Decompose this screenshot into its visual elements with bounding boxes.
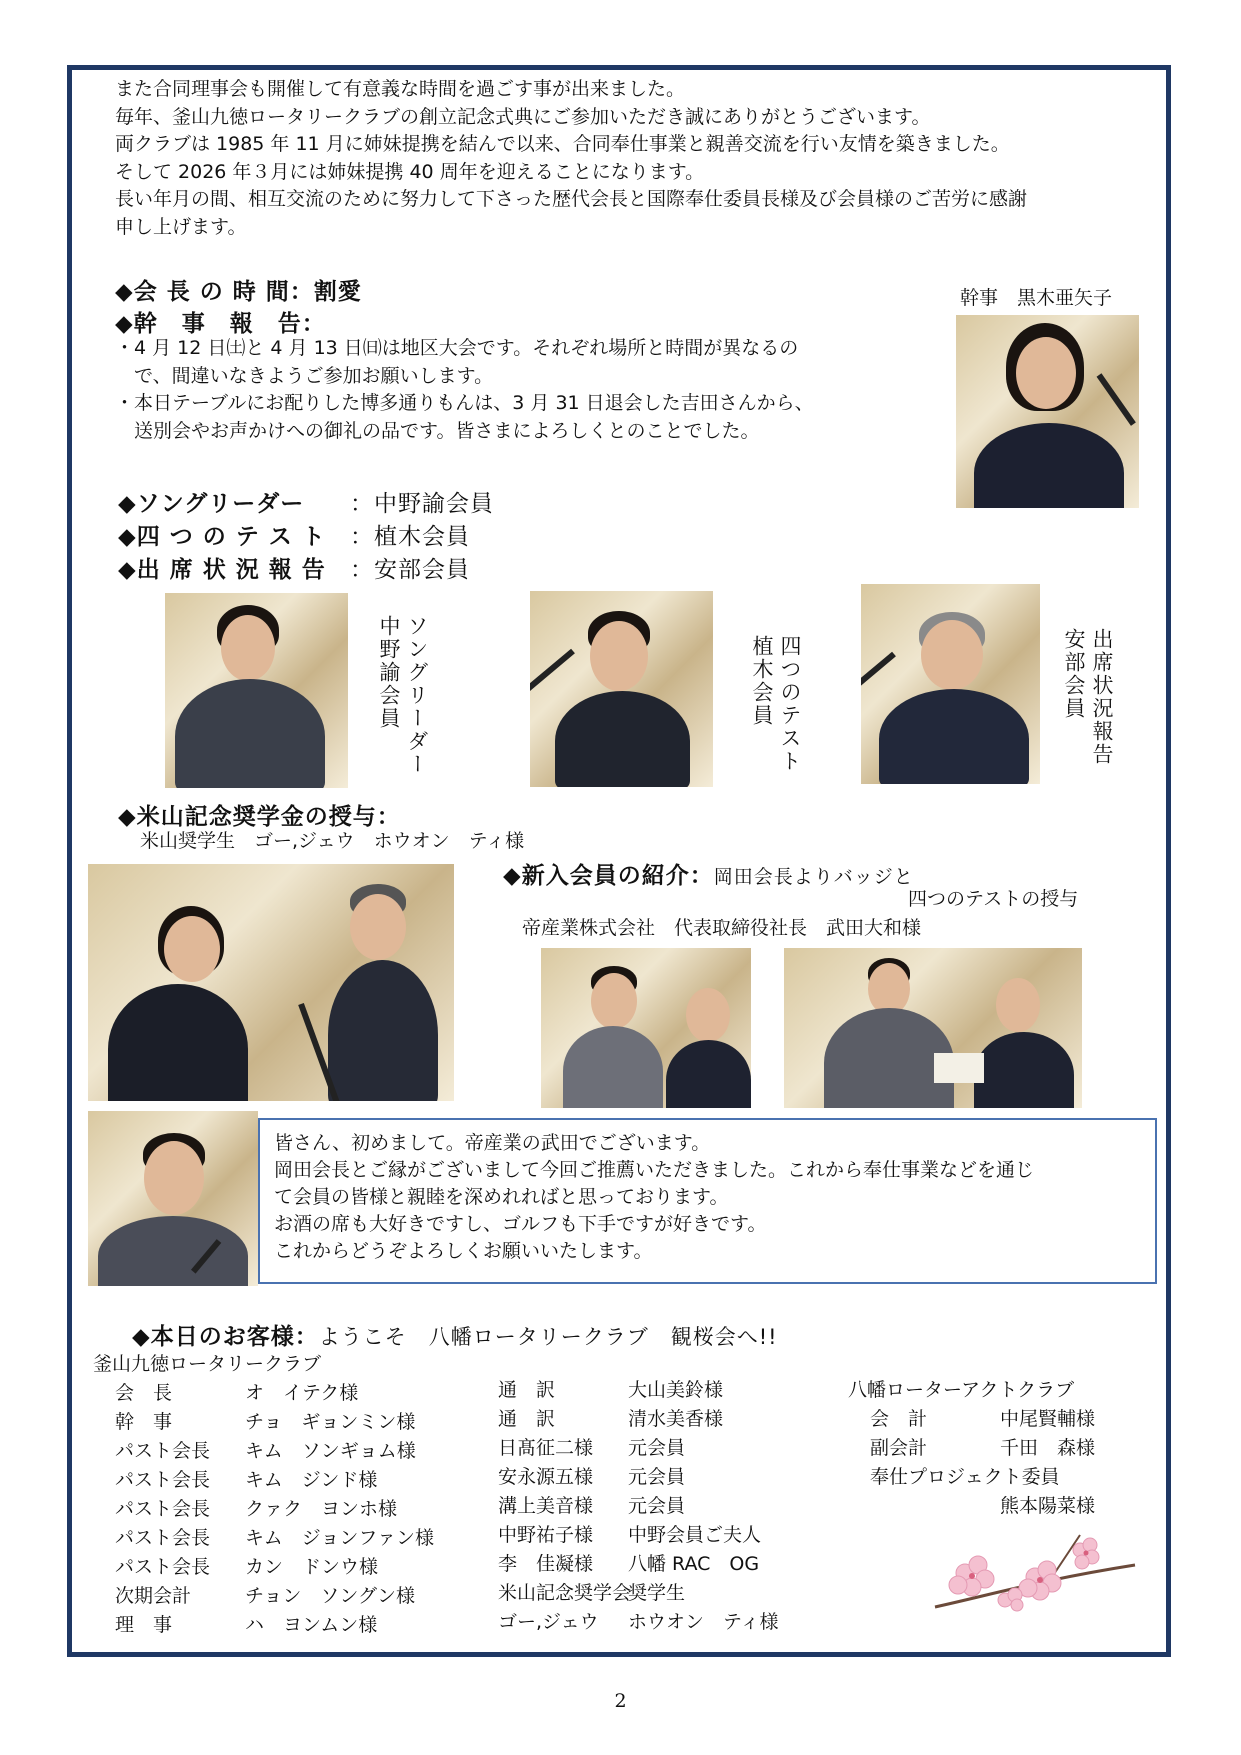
guest-role: パスト会長 <box>115 1469 211 1491</box>
president-time-value: 割愛 <box>313 279 362 305</box>
new-member-company: 帝産業株式会社 代表取締役社長 武田大和様 <box>522 917 922 939</box>
guest-note: ホウオン ティ様 <box>628 1611 779 1633</box>
guest-note: 元会員 <box>628 1495 686 1517</box>
intro-line: 長い年月の間、相互交流のために努力して下さった歴代会長と国際奉仕委員長様及び会員様のご苦労に感謝 <box>115 188 1028 210</box>
role-four-test <box>118 518 470 551</box>
guest-role <box>870 1492 1000 1521</box>
guest-row <box>115 1379 434 1408</box>
guest-name: 通 訳 <box>498 1408 556 1430</box>
badge-photo <box>541 948 751 1108</box>
role-value: ：植木会員 <box>350 524 470 550</box>
scholarship-recipient: 米山奨学生 ゴー,ジェウ ホウオン ティ様 <box>140 830 525 852</box>
busan-club-list <box>93 1350 321 1379</box>
speech-line: て会員の皆様と親睦を深めれればと思っております。 <box>274 1186 729 1208</box>
other-guests <box>498 1376 778 1637</box>
speech-line: お酒の席も大好きですし、ゴルフも下手ですが好きです。 <box>274 1213 767 1235</box>
guest-row <box>498 1550 778 1579</box>
guest-row <box>115 1611 434 1640</box>
guest-note: 奨学生 <box>628 1582 686 1604</box>
scholarship-photo <box>88 864 454 1101</box>
guest-row <box>870 1405 1095 1434</box>
speech-line: これからどうぞよろしくお願いいたします。 <box>274 1240 653 1262</box>
secretary-caption: 幹事 黒木亜矢子 <box>960 287 1113 309</box>
intro-line: 両クラブは 1985 年 11 月に姉妹提携を結んで以来、合同奉仕事業と親善交流を行い友情を築きました。 <box>115 133 1010 155</box>
new-member-heading <box>503 857 914 892</box>
guest-name: 中尾賢輔様 <box>1000 1408 1096 1430</box>
speech-line: 岡田会長とご縁がございまして今回ご推薦いただきました。これから奉仕事業などを通じ <box>274 1159 1035 1181</box>
guests-label: ◆本日のお客様： <box>132 1324 319 1350</box>
guest-name: ハ ヨンムン様 <box>245 1614 378 1636</box>
president-time-heading <box>115 273 362 306</box>
guest-row <box>498 1492 778 1521</box>
intro-line: そして 2026 年３月には姉妹提携 40 周年を迎えることになります。 <box>115 160 705 183</box>
intro-line: 毎年、釜山九徳ロータリークラブの創立記念式典にご参加いただき誠にありがとうございます。 <box>115 105 931 128</box>
caption-line: 植木会員 <box>750 635 774 727</box>
guest-name: 安永源五様 <box>498 1466 594 1488</box>
president-time-label: ◆会 長 の 時 間： <box>115 279 314 305</box>
secretary-photo <box>956 315 1139 508</box>
report-line: ・本日テーブルにお配りした博多通りもんは、3 月 31 日退会した吉田さんから、 <box>115 392 814 414</box>
guest-row <box>115 1437 434 1466</box>
report-line: 送別会やお声かけへの御礼の品です。皆さまによろしくとのことでした。 <box>115 419 760 442</box>
new-member-label: ◆新入会員の紹介： <box>503 863 714 889</box>
secretary-report-heading: ◆幹 事 報 告： <box>115 311 326 337</box>
role-attendance <box>118 551 470 584</box>
guest-role: 次期会計 <box>115 1585 192 1607</box>
guest-name: キム ジョンファン様 <box>245 1527 435 1549</box>
caption-line: 出席状況報告 <box>1090 628 1114 766</box>
guest-row <box>498 1608 778 1637</box>
guest-row <box>498 1405 778 1434</box>
guest-role: 幹 事 <box>115 1411 173 1433</box>
club-name: 八幡ローターアクトクラブ <box>848 1379 1075 1401</box>
guest-note: 八幡 RAC OG <box>628 1553 760 1575</box>
guest-name: オ イテク様 <box>245 1382 359 1404</box>
guest-name: 米山記念奨学会 <box>498 1582 632 1604</box>
guest-name: キム ジンド様 <box>245 1469 378 1491</box>
guest-role: 理 事 <box>115 1614 173 1636</box>
intro-line: 申し上げます。 <box>115 215 247 238</box>
certificate-photo <box>784 948 1082 1108</box>
guest-note: 大山美鈴様 <box>628 1379 724 1401</box>
caption-line: 中野諭会員 <box>377 615 401 730</box>
guest-role: パスト会長 <box>115 1527 211 1549</box>
guest-note: 元会員 <box>628 1437 686 1459</box>
guest-role: パスト会長 <box>115 1498 211 1520</box>
attendance-photo <box>861 584 1040 784</box>
guest-row <box>115 1524 434 1553</box>
guest-role: 副会計 <box>870 1437 928 1459</box>
caption-line: 四つのテスト <box>778 635 802 773</box>
role-label: ◆出 席 状 況 報 告 <box>118 557 326 583</box>
role-song-leader <box>118 485 494 518</box>
guest-row <box>870 1492 1095 1521</box>
report-line: で、間違いなきようご参加お願いします。 <box>115 364 494 387</box>
guest-note: 中野会員ご夫人 <box>628 1524 762 1546</box>
guest-name: 中野祐子様 <box>498 1524 594 1546</box>
new-member-photo <box>88 1111 258 1286</box>
speech-line: 皆さん、初めまして。帝産業の武田でございます。 <box>274 1132 711 1154</box>
report-line: ・4 月 12 日㈯と 4 月 13 日㈰は地区大会です。それぞれ場所と時間が異なるの <box>115 337 799 359</box>
intro-line: また合同理事会も開催して有意義な時間を過ごす事が出来ました。 <box>115 78 686 100</box>
guest-name: 熊本陽菜様 <box>1000 1495 1096 1517</box>
role-value: ：安部会員 <box>350 557 470 583</box>
guest-row <box>870 1463 1095 1492</box>
guest-role: 奉仕プロジェクト委員 <box>870 1466 1060 1488</box>
cherry-blossom-icon <box>930 1525 1140 1615</box>
role-value: ：中野諭会員 <box>350 491 494 517</box>
guest-name: 千田 森様 <box>1000 1437 1096 1459</box>
guest-row <box>870 1434 1095 1463</box>
guest-name: 溝上美音様 <box>498 1495 594 1517</box>
guests-welcome: ようこそ 八幡ロータリークラブ 観桜会へ!! <box>318 1325 778 1349</box>
guest-role: 会 計 <box>870 1408 928 1430</box>
role-label: ◆ソングリーダー <box>118 491 305 517</box>
caption-line: 安部会員 <box>1062 628 1086 720</box>
guest-name: 通 訳 <box>498 1379 556 1401</box>
caption-line: ソングリーダー <box>405 615 429 776</box>
four-test-photo <box>530 591 713 787</box>
rotaract-list <box>848 1376 1074 1405</box>
club-name: 釜山九徳ロータリークラブ <box>93 1353 322 1375</box>
guest-row <box>498 1376 778 1405</box>
guest-name: クァク ヨンホ様 <box>245 1498 398 1520</box>
song-leader-caption <box>375 615 431 795</box>
new-member-speech-box <box>258 1118 1157 1284</box>
guest-name: ゴー,ジェウ <box>498 1611 599 1633</box>
guest-row <box>498 1463 778 1492</box>
guest-name: チョン ソングン様 <box>245 1585 416 1607</box>
guest-name: キム ソンギョム様 <box>245 1440 416 1462</box>
guest-name: カン ドンウ様 <box>245 1556 379 1578</box>
guest-row <box>498 1579 778 1608</box>
guest-row <box>498 1521 778 1550</box>
new-member-desc1: 岡田会長よりバッジと <box>713 866 914 888</box>
guest-row <box>115 1495 434 1524</box>
secretary-report-items <box>115 335 814 445</box>
intro-paragraph <box>115 76 1175 241</box>
guest-row <box>115 1582 434 1611</box>
new-member-desc2: 四つのテストの授与 <box>908 888 1079 910</box>
guest-name: 李 佳凝様 <box>498 1553 594 1575</box>
page-number: 2 <box>614 1690 627 1712</box>
song-leader-photo <box>165 593 348 788</box>
role-label: ◆四 つ の テ ス ト <box>118 524 326 550</box>
four-test-caption <box>748 635 804 795</box>
guest-role: パスト会長 <box>115 1556 211 1578</box>
guest-row <box>115 1553 434 1582</box>
guests-heading <box>132 1318 778 1351</box>
scholarship-heading: ◆米山記念奨学金の授与： <box>118 804 401 830</box>
guest-row <box>115 1466 434 1495</box>
guest-note: 清水美香様 <box>628 1408 724 1430</box>
guest-role: パスト会長 <box>115 1440 211 1462</box>
guest-name: チョ ギョンミン様 <box>245 1411 416 1433</box>
guest-name: 日髙征二様 <box>498 1437 594 1459</box>
busan-members <box>115 1379 434 1640</box>
guest-note: 元会員 <box>628 1466 686 1488</box>
rotaract-members <box>870 1405 1095 1521</box>
guest-row <box>115 1408 434 1437</box>
attendance-caption <box>1060 628 1116 798</box>
guest-row <box>498 1434 778 1463</box>
guest-role: 会 長 <box>115 1382 173 1404</box>
